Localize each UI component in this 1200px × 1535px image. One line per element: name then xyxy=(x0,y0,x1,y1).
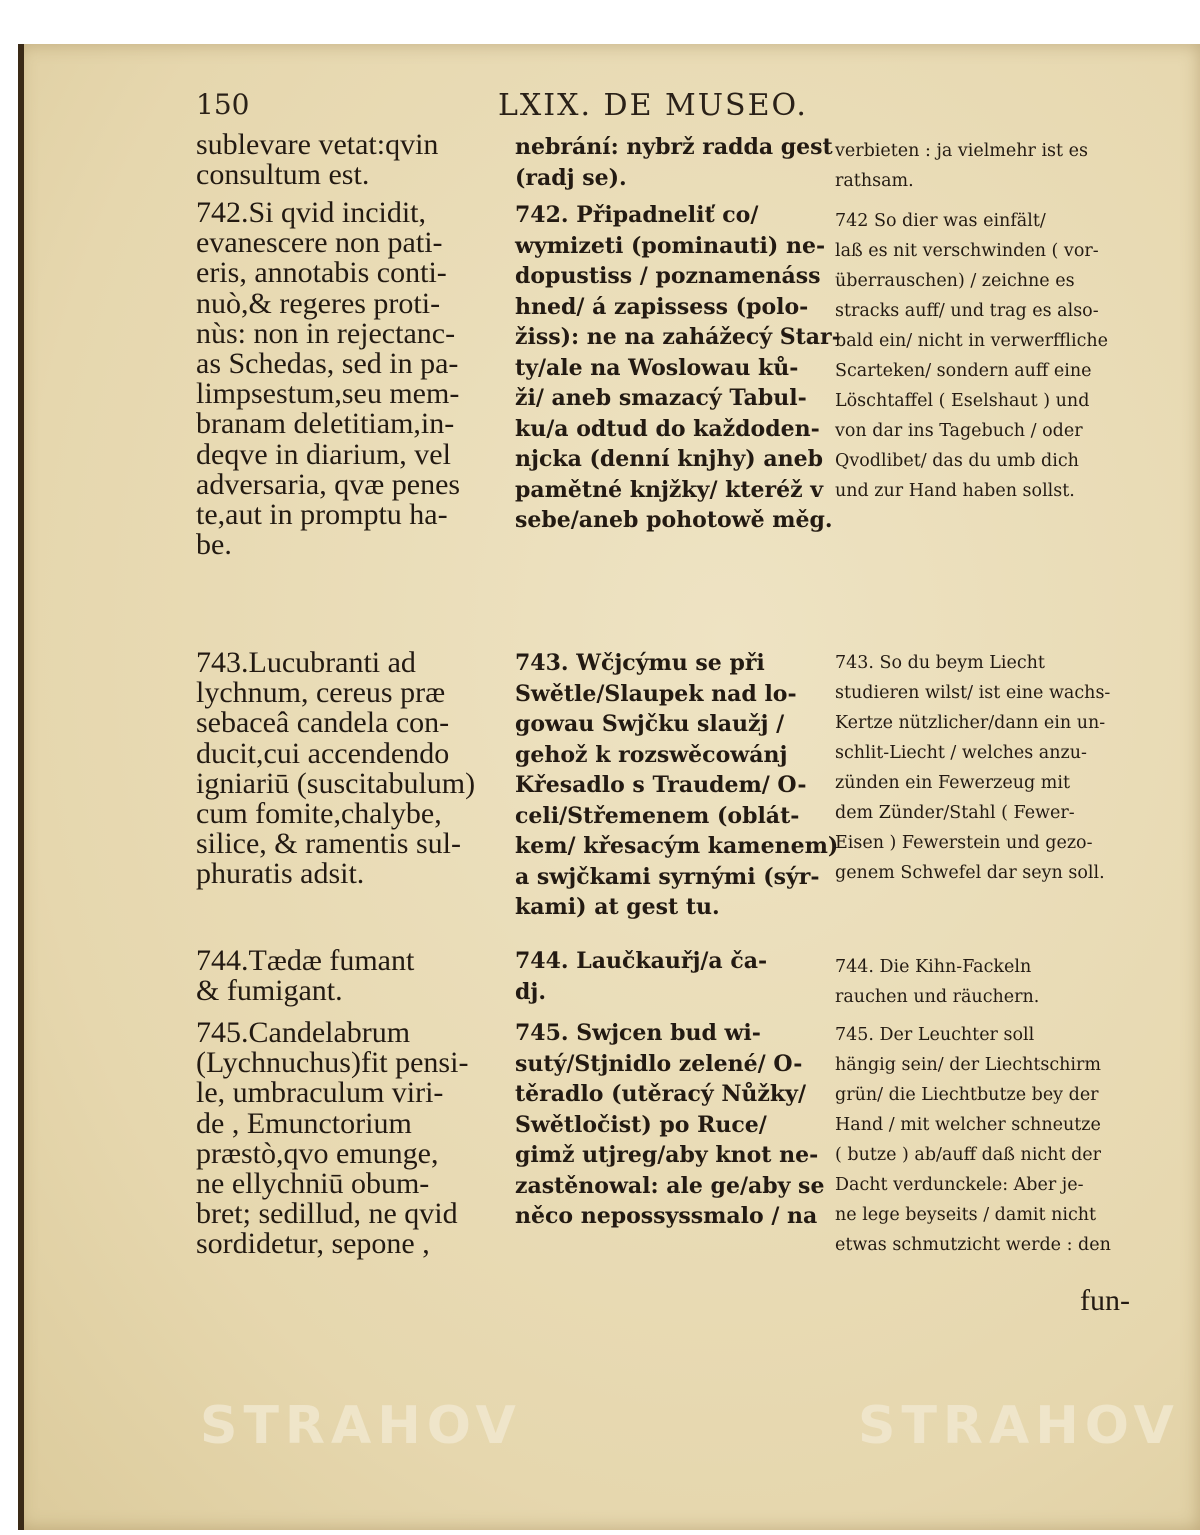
german-entry-745: 745. Der Leuchter soll hängig sein/ der Liechtschirm grün/ die Liechtbutze bey der Hand / mit welcher schneutze ( butze ) ab/auff daß nicht der Dacht verdunckele: Aber je- ne lege beyseits / damit nicht etwas schmutzicht werde : den xyxy=(835,1025,1111,1255)
latin-continuation: sublevare vetat:qvin consultum est. xyxy=(196,128,439,192)
czech-entry-745: 745. Swjcen bud wi- sutý/Stjnidlo zelené/ O- těradlo (utěracý Nůžky/ Swětločist) po Ruce/ gimž utjreg/aby knot ne- zastěnowal: ale ge/aby se něco nepossyssmalo / na xyxy=(515,1020,825,1229)
czech-continuation: nebrání: nybrž radda gest (radj se). xyxy=(515,134,833,191)
book-page xyxy=(18,44,1200,1530)
german-entry-743: 743. So du beym Liecht studieren wilst/ ist eine wachs- Kertze nützlicher/dann ein un- schlit-Liecht / welches anzu- zünden ein Fewerzeug mit dem Zünder/Stahl ( Fewer- Eisen ) Fewerstein und gezo- genem Schwefel dar seyn soll. xyxy=(835,653,1111,883)
latin-entry-743: 743.Lucubranti ad lychnum, cereus præ sebaceâ candela con- ducit,cui accendendo igniariū (suscitabulum) cum fomite,chalybe, silice, & ramentis sul- phuratis adsit. xyxy=(196,646,476,891)
running-head: LXIX. DE MUSEO. xyxy=(498,88,808,123)
german-continuation: verbieten : ja vielmehr ist es rathsam. xyxy=(835,141,1088,191)
catchword: fun- xyxy=(1080,1284,1130,1317)
watermark-right: STRAHOV xyxy=(858,1396,1180,1456)
german-entry-744: 744. Die Kihn-Fackeln rauchen und räuchern. xyxy=(835,957,1040,1007)
czech-entry-743: 743. Wčjcýmu se při Swětle/Slaupek nad lo- gowau Swjčku slaužj / gehož k rozswěcowánj Křesadlo s Traudem/ O- celi/Střemenem (oblát- kem/ křesacým kamenem) a swjčkami syrnými (sýr- kami) at gest tu. xyxy=(515,650,839,920)
latin-entry-744: 744.Tædæ fumant & fumigant. xyxy=(196,944,415,1008)
page-edge xyxy=(18,44,24,1530)
page-number: 150 xyxy=(196,88,250,121)
czech-entry-742: 742. Připadneliť co/ wymizeti (pominauti) ne- dopustiss / poznamenáss hned/ á zapissess (polo- žiss): ne na zahážecý Star- ty/ale na Woslowau ků- ži/ aneb smazacý Tabul- ku/a odtud do každoden- njcka (denní knjhy) aneb pamětné knjžky/ kteréž v sebe/aneb pohotowě měg. xyxy=(515,202,841,533)
german-entry-742: 742 So dier was einfält/ laß es nit verschwinden ( vor- überrauschen) / zeichne es stracks auff/ und trag es also- bald ein/ nicht in verwerffliche Scarteken/ sondern auff eine Löschtaffel ( Eselshaut ) und von dar ins Tagebuch / oder Qvodlibet/ das du umb dich und zur Hand haben sollst. xyxy=(835,211,1109,501)
watermark-left: STRAHOV xyxy=(200,1396,522,1456)
latin-entry-742: 742.Si qvid incidit, evanescere non pati- eris, annotabis conti- nuò,& regeres proti- nùs: non in rejectanc- as Schedas, sed in pa- limpsestum,seu mem- branam deletitiam,in- deqve in diarium, vel adversaria, qvæ penes te,aut in promptu ha- be. xyxy=(196,196,461,562)
czech-entry-744: 744. Laučkauřj/a ča- dj. xyxy=(515,948,768,1005)
latin-entry-745: 745.Candelabrum (Lychnuchus)fit pensi- le, umbraculum viri- de , Emunctorium præstò,qvo emunge, ne ellychniū obum- bret; sedillud, ne qvid sordidetur, sepone , xyxy=(196,1016,469,1261)
